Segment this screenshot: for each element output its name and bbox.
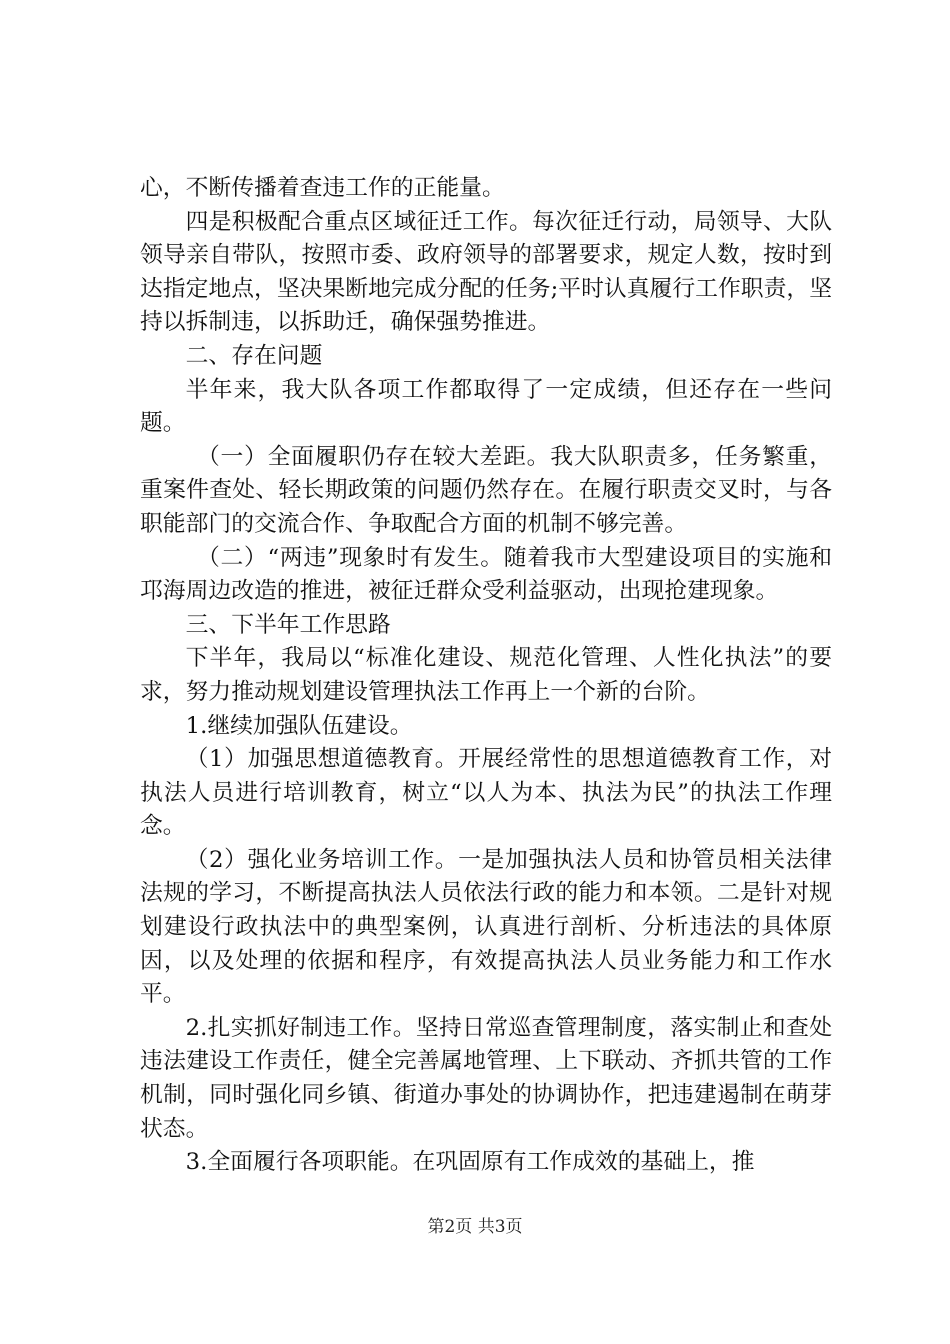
section-heading: 三、下半年工作思路	[185, 611, 391, 638]
page-footer: 第2页 共3页	[427, 1217, 523, 1237]
paragraph: 半年来，我大队各项工作都取得了一定成绩，但还存在一些问题。	[140, 376, 832, 437]
section-heading: 二、存在问题	[185, 342, 323, 369]
paragraph: 四是积极配合重点区域征迁工作。每次征迁行动，局领导、大队领导亲自带队，按照市委、政府领导的部署要求，规定人数，按时到达指定地点，坚决果断地完成分配的任务;平时认真履行工作职责，坚持以拆制违，以拆助迁，确保强势推进。	[140, 208, 832, 336]
subsection-heading: 1.继续加强队伍建设。	[185, 712, 413, 739]
document-body	[140, 172, 832, 1180]
paragraph: （1）加强思想道德教育。开展经常性的思想道德教育工作，对执法人员进行培训教育，树立“以人为本、执法为民”的执法工作理念。	[140, 746, 832, 840]
paragraph: （一）全面履职仍存在较大差距。我大队职责多，任务繁重，重案件查处、轻长期政策的问题仍然存在。在履行职责交叉时，与各职能部门的交流合作、争取配合方面的机制不够完善。	[140, 443, 832, 537]
paragraph: 下半年，我局以“标准化建设、规范化管理、人性化执法”的要求，努力推动规划建设管理执法工作再上一个新的台阶。	[140, 645, 832, 705]
paragraph: 3.全面履行各项职能。在巩固原有工作成效的基础上，推	[185, 1149, 755, 1176]
paragraph: 心，不断传播着查违工作的正能量。	[140, 175, 505, 201]
paragraph: （二）“两违”现象时有发生。随着我市大型建设项目的实施和邛海周边改造的推进，被征迁群众受利益驱动，出现抢建现象。	[140, 544, 832, 605]
paragraph: 2.扎实抓好制违工作。坚持日常巡查管理制度，落实制止和查处违法建设工作责任，健全完善属地管理、上下联动、齐抓共管的工作机制，同时强化同乡镇、街道办事处的协调协作，把违建遏制在萌芽状态。	[140, 1014, 832, 1142]
paragraph: （2）强化业务培训工作。一是加强执法人员和协管员相关法律法规的学习，不断提高执法人员依法行政的能力和本领。二是针对规划建设行政执法中的典型案例，认真进行剖析、分析违法的具体原因，以及处理的依据和程序，有效提高执法人员业务能力和工作水平。	[140, 846, 832, 1008]
